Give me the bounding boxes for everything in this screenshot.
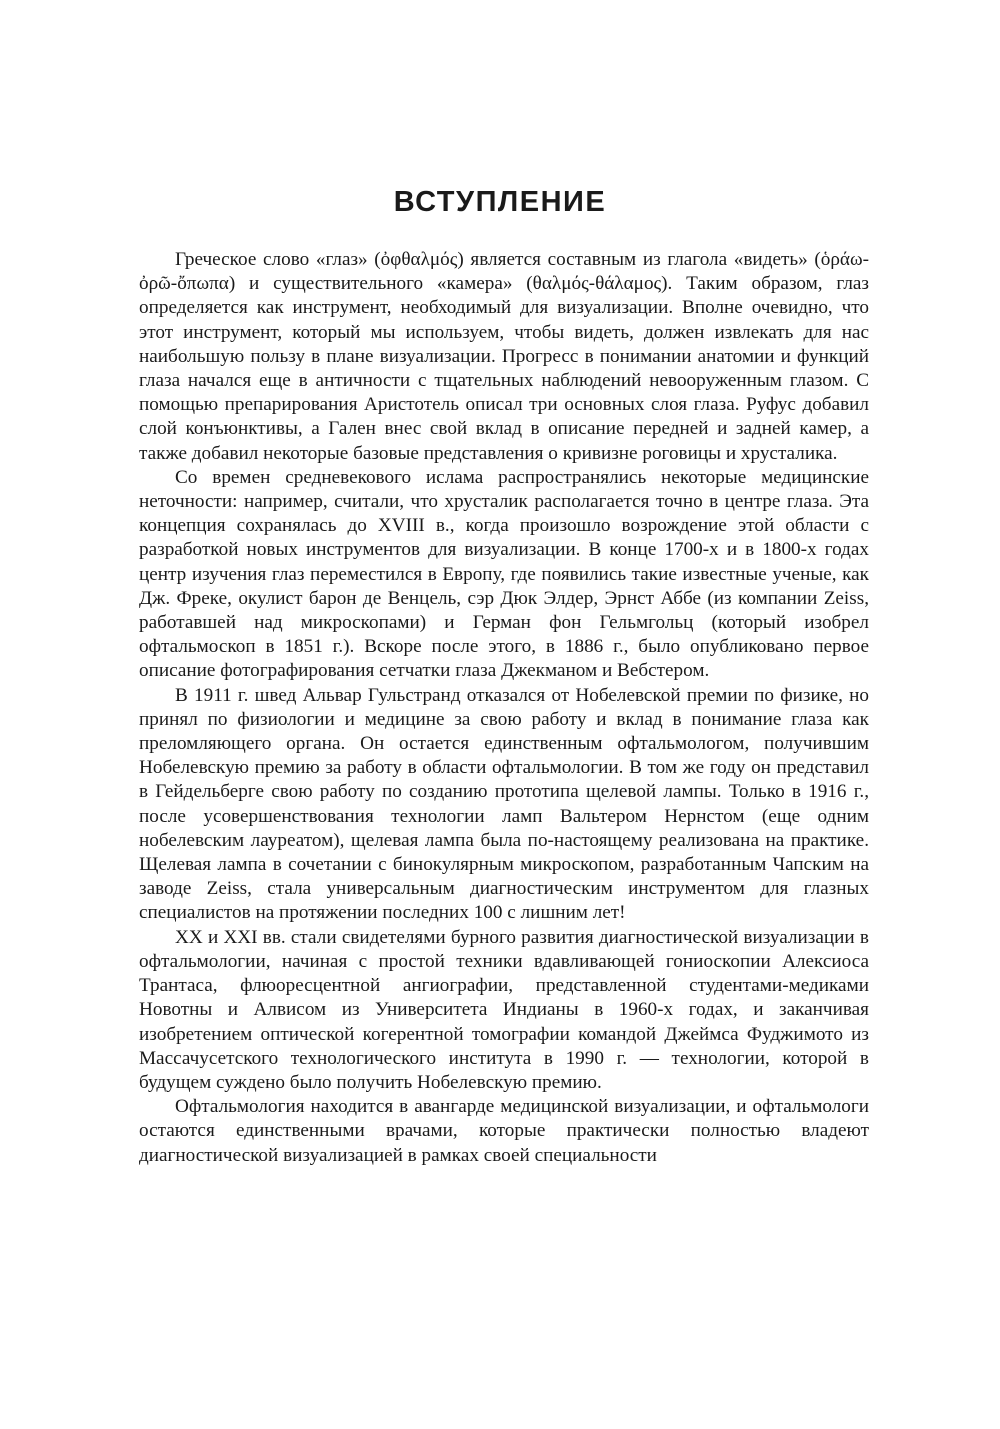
paragraph: Офтальмология находится в авангарде медицинской визуализации, и офтальмологи остаются единственными врачами, которые практически полностью владеют диагностической визуализацией в рамках своей специальности (139, 1096, 869, 1166)
paragraph: Греческое слово «глаз» (ὀφθαλμός) является составным из глагола «видеть» (ὁράω-ὀρῶ-ὄπωπα) и существительного «камера» (θαλμός-θάλαμος). Таким образом, глаз определяется как инструмент, необходимый для визуализации. Вполне очевидно, что этот инструмент, который мы используем, чтобы видеть, должен извлекать для нас наибольшую пользу в плане визуализации. Прогресс в понимании анатомии и функций глаза начался еще в античности с тщательных наблюдений невооруженным глазом. С помощью препарирования Аристотель описал три основных слоя глаза. Руфус добавил слой конъюнктивы, а Гален внес свой вклад в описание передней и задней камер, а также добавил некоторые базовые представления о кривизне роговицы и хрусталика. (139, 249, 869, 464)
paragraph: XX и XXI вв. стали свидетелями бурного развития диагностической визуализации в офтальмологии, начиная с простой техники вдавливающей гониоскопии Алексиоса Трантаса, флюоресцентной ангиографии, представленной студентами-медиками Новотны и Алвисом из Университета Индианы в 1960-х годах, и заканчивая изобретением оптической когерентной томографии командой Джеймса Фуджимото из Массачусетского технологического института в 1990 г. — технологии, которой в будущем суждено было получить Нобелевскую премию. (139, 926, 869, 1093)
body-text (139, 248, 869, 1168)
page-title: ВСТУПЛЕНИЕ (393, 186, 607, 218)
paragraph: В 1911 г. швед Альвар Гульстранд отказался от Нобелевской премии по физике, но принял по физиологии и медицине за свою работу и вклад в понимание глаза как преломляющего органа. Он остается единственным офтальмологом, получившим Нобелевскую премию за работу в области офтальмологии. В том же году он представил в Гейдельберге свою работу по созданию прототипа щелевой лампы. Только в 1916 г., после усовершенствования технологии ламп Вальтером Нернстом (еще одним нобелевским лауреатом), щелевая лампа была по-настоящему реализована на практике. Щелевая лампа в сочетании с бинокулярным микроскопом, разработанным Чапским на заводе Zeiss, стала универсальным диагностическим инструментом для глазных специалистов на протяжении последних 100 с лишним лет! (139, 684, 869, 924)
paragraph: Со времен средневекового ислама распространялись некоторые медицинские неточности: например, считали, что хрусталик располагается точно в центре глаза. Эта концепция сохранялась до XVIII в., когда произошло возрождение этой области с разработкой новых инструментов для визуализации. В конце 1700-х и в 1800-х годах центр изучения глаз переместился в Европу, где появились такие известные ученые, как Дж. Фреке, окулист барон де Венцель, сэр Дюк Элдер, Эрнст Аббе (из компании Zeiss, работавшей над микроскопами) и Герман фон Гельмгольц (который изобрел офтальмоскоп в 1851 г.). Вскоре после этого, в 1886 г., было опубликовано первое описание фотографирования сетчатки глаза Джекманом и Вебстером. (139, 466, 869, 682)
